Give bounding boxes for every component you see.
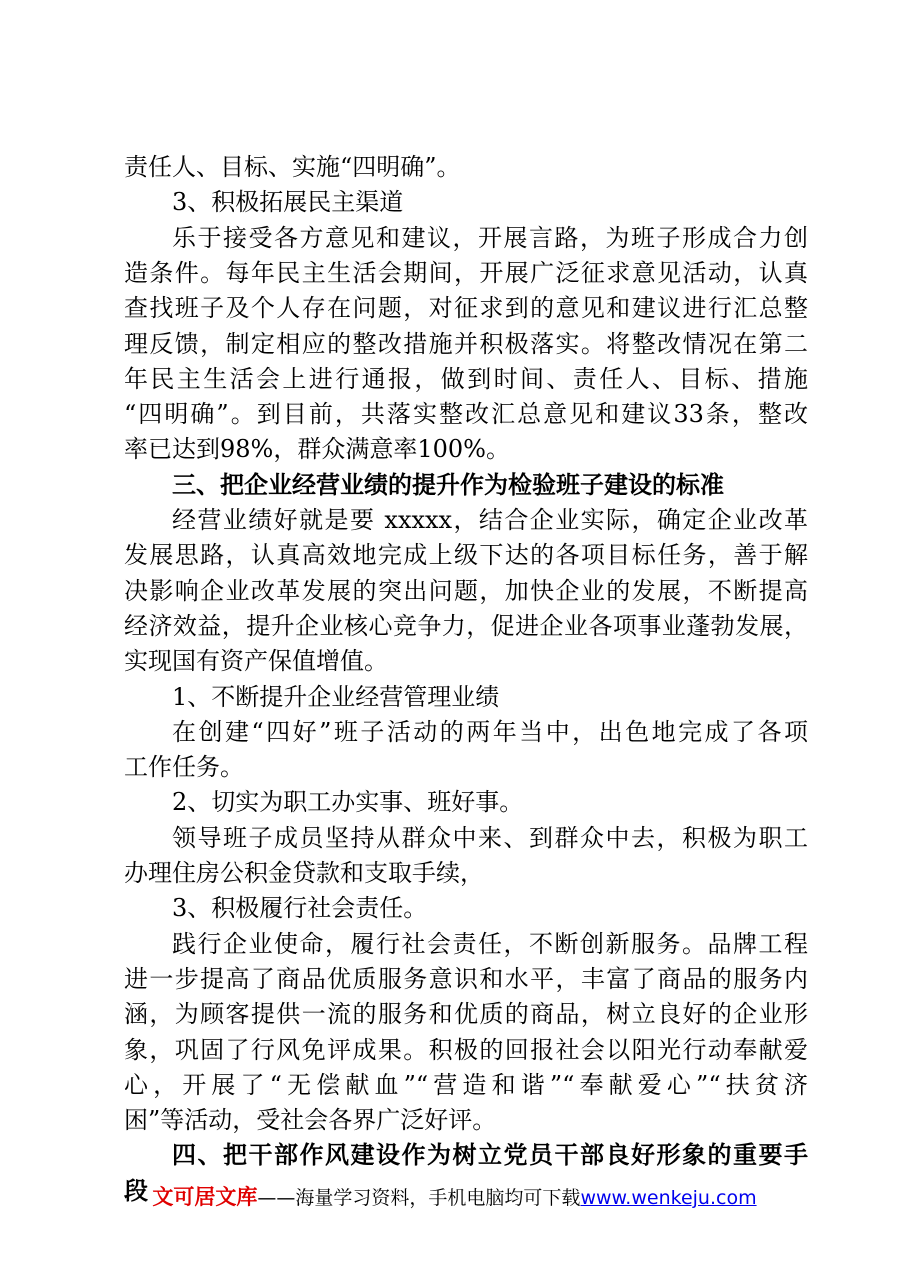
text-line (0, 927, 909, 961)
paragraph-end-line: 责任人、目标、实施“四明确”。 (124, 153, 461, 181)
paragraph-first-line: 乐于接受各方意见和建议，开展言路，为班子形成合力创 (172, 224, 808, 252)
paragraph-first-line: 经营业绩好就是要 xxxxx，结合企业实际，确定企业改革 (172, 506, 808, 534)
footer-banner (0, 1180, 909, 1214)
paragraph-line: 查找班子及个人存在问题，对征求到的意见和建议进行汇总整 (124, 294, 808, 322)
paragraph-line: “四明确”。到目前，共落实整改汇总意见和建议33条，整改 (124, 400, 808, 428)
text-line (0, 891, 909, 925)
paragraph-end-line: 工作任务。 (124, 753, 244, 781)
section-heading-cont: 段 (124, 1177, 148, 1205)
paragraph-line: 涵，为顾客提供一流的服务和优质的商品，树立良好的企业形 (124, 1000, 808, 1028)
paragraph-end-line: 实现国有资产保值增值。 (124, 647, 388, 675)
footer-link[interactable]: www.wenkeju.com (580, 1187, 757, 1209)
text-line (0, 291, 909, 325)
paragraph-end-line: 困”等活动，受社会各界广泛好评。 (124, 1106, 497, 1134)
text-line (0, 785, 909, 819)
text-line (0, 750, 909, 784)
section-heading: 三、把企业经营业绩的提升作为检验班子建设的标准 (172, 471, 724, 499)
text-line (0, 856, 909, 890)
text-line (0, 609, 909, 643)
paragraph-end-line: 率已达到98%，群众满意率100%。 (124, 435, 510, 463)
text-line (0, 362, 909, 396)
paragraph-first-line: 在创建“四好”班子活动的两年当中，出色地完成了各项 (172, 718, 808, 746)
paragraph-line: 理反馈，制定相应的整改措施并积极落实。将整改情况在第二 (124, 330, 808, 358)
paragraph-first-line: 践行企业使命，履行社会责任，不断创新服务。品牌工程 (172, 930, 808, 958)
section-heading: 四、把干部作风建设作为树立党员干部良好形象的重要手 (172, 1141, 808, 1169)
text-line (0, 962, 909, 996)
subheading: 2、切实为职工办实事、班好事。 (172, 788, 524, 816)
text-line (0, 538, 909, 572)
text-line (0, 432, 909, 466)
text-line (0, 715, 909, 749)
text-line (0, 221, 909, 255)
footer-brand: 文可居文库 (152, 1185, 258, 1209)
paragraph-line: 经济效益，提升企业核心竞争力，促进企业各项事业蓬勃发展， (124, 612, 808, 640)
footer-slogan: 海量学习资料，手机电脑均可下载 (295, 1187, 581, 1209)
paragraph-line: 造条件。每年民主生活会期间，开展广泛征求意见活动，认真 (124, 259, 808, 287)
text-line (0, 1033, 909, 1067)
text-line (0, 468, 909, 502)
paragraph-line: 心，开展了“无偿献血”“营造和谐”“奉献爱心”“扶贫济 (124, 1071, 808, 1099)
text-line (0, 327, 909, 361)
text-line (0, 150, 909, 184)
text-line (0, 1068, 909, 1102)
subheading: 3、积极拓展民主渠道 (172, 188, 404, 216)
paragraph-line: 发展思路，认真高效地完成上级下达的各项目标任务，善于解 (124, 541, 808, 569)
text-line (0, 1138, 909, 1172)
text-line (0, 574, 909, 608)
footer-dash: —— (257, 1187, 296, 1209)
paragraph-line: 进一步提高了商品优质服务意识和水平，丰富了商品的服务内 (124, 965, 808, 993)
text-line (0, 1103, 909, 1137)
paragraph-line: 决影响企业改革发展的突出问题，加快企业的发展，不断提高 (124, 577, 808, 605)
text-line (0, 503, 909, 537)
text-line (0, 680, 909, 714)
subheading: 3、积极履行社会责任。 (172, 894, 428, 922)
text-line (0, 185, 909, 219)
paragraph-end-line: 办理住房公积金贷款和支取手续， (124, 859, 484, 887)
text-line (0, 644, 909, 678)
text-line (0, 821, 909, 855)
paragraph-line: 年民主生活会上进行通报，做到时间、责任人、目标、措施 (124, 365, 808, 393)
subheading: 1、不断提升企业经营管理业绩 (172, 683, 500, 711)
text-line (0, 997, 909, 1031)
paragraph-line: 象，巩固了行风免评成果。积极的回报社会以阳光行动奉献爱 (124, 1036, 808, 1064)
text-line (0, 256, 909, 290)
paragraph-first-line: 领导班子成员坚持从群众中来、到群众中去，积极为职工 (172, 824, 808, 852)
text-line (0, 397, 909, 431)
